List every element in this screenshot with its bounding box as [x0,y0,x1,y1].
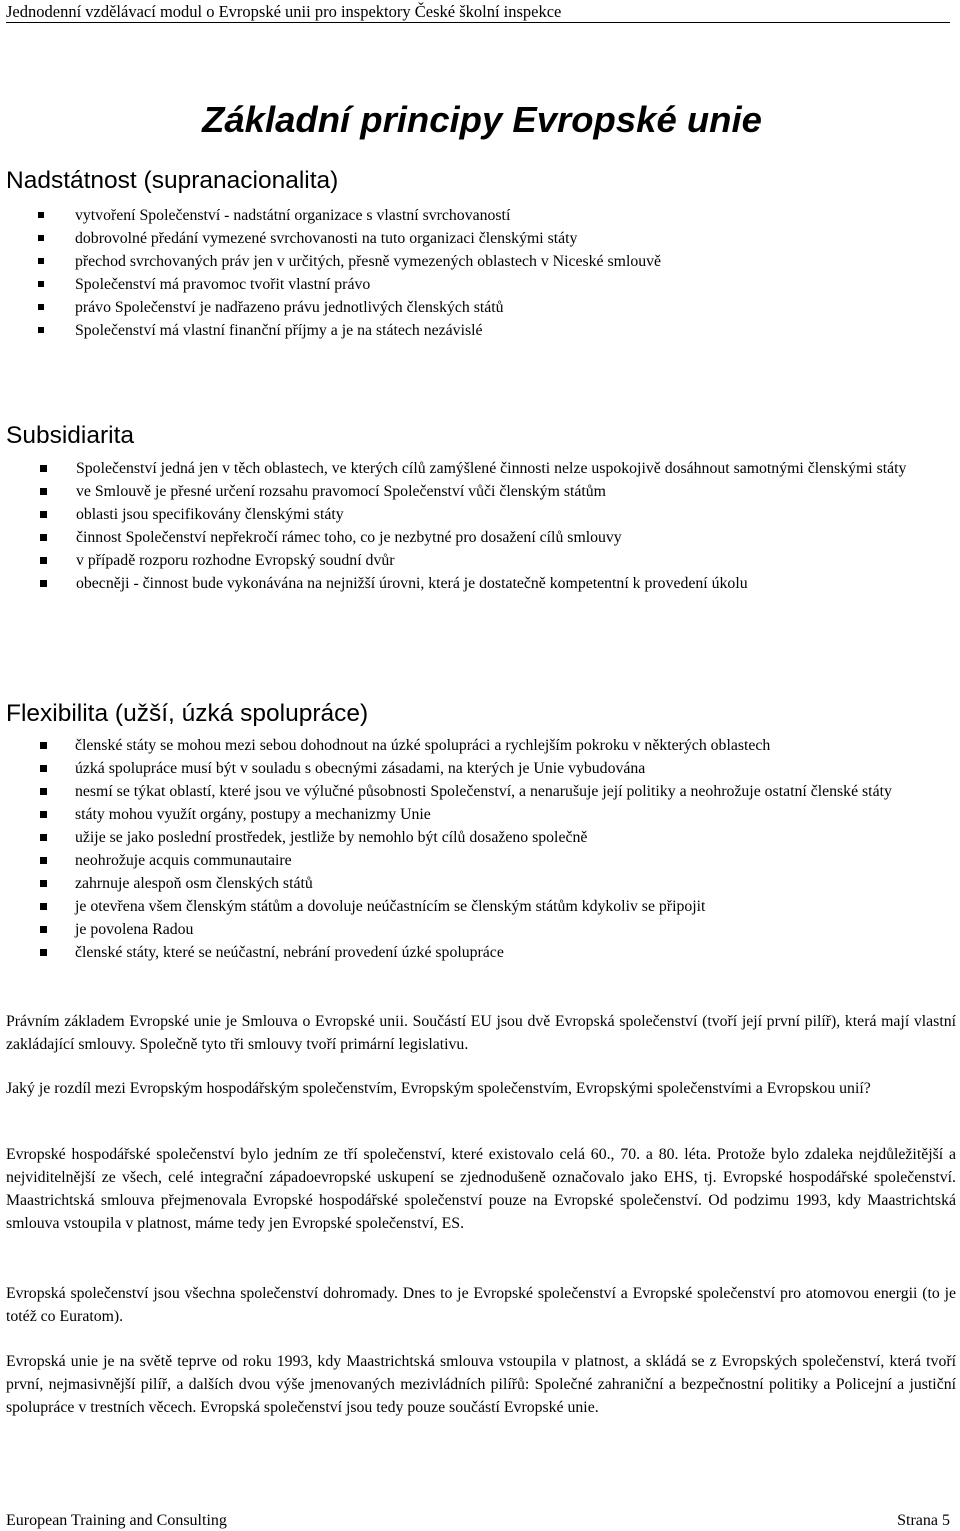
list-item: přechod svrchovaných práv jen v určitých, přesně vymezených oblastech v Niceské smlouvě [0,250,960,273]
paragraph-eu: Evropská unie je na světě teprve od roku 1993, kdy Maastrichtská smlouva vstoupila v platnost, a skládá se z Evropských společenství, která tvoří první, nejmasivnější pilíř, a dalších dvou výše jmenovaných mezivládních pilířů: Společné zahraniční a bezpečnostní politiky a Policejní a justiční spolupráce v trestních věcech. Evropská společenství jsou tedy pouze součástí Evropské unie. [6,1353,956,1416]
list-item: Společenství má pravomoc tvořit vlastní právo [0,273,960,296]
list-item: Společenství má vlastní finanční příjmy a je na státech nezávislé [0,319,960,342]
footer-company: European Training and Consulting [6,1512,227,1529]
page-title: Základní principy Evropské unie [202,99,762,140]
list-item: je otevřena všem členským státům a dovoluje neúčastnícím se členským státům kdykoliv se připojit [0,895,960,918]
list-item: oblasti jsou specifikovány členskými státy [0,503,960,526]
list-flexibilita [0,734,960,964]
footer-page-number: Strana 5 [897,1512,950,1529]
list-item: je povolena Radou [0,918,960,941]
header-rule [6,22,950,23]
paragraph-ehs: Evropské hospodářské společenství bylo jedním ze tří společenství, které existovalo celá 60., 70. a 80. léta. Protože bylo zdaleka nejdůležitější a nejviditelnější ze všech, celé integrační západoevropské uskupení se zjednodušeně označovalo jako EHS, tj. Evropské hospodářské společenství. Maastrichtská smlouva přejmenovala Evropské hospodářské společenství pouze na Evropské společenství. Od podzimu 1993, kdy Maastrichtská smlouva vstoupila v platnost, máme tedy jen Evropské společenství, ES. [6,1146,956,1232]
list-item: úzká spolupráce musí být v souladu s obecnými zásadami, na kterých je Unie vybudována [0,757,960,780]
paragraph-es: Evropská společenství jsou všechna společenství dohromady. Dnes to je Evropské společenství a Evropské společenství pro atomovou energii (to je totéž co Euratom). [6,1285,956,1325]
list-item: vytvoření Společenství - nadstátní organizace s vlastní svrchovaností [0,204,960,227]
list-item: členské státy, které se neúčastní, nebrání provedení úzké spolupráce [0,941,960,964]
list-subsidiarita [0,457,960,595]
list-item: právo Společenství je nadřazeno právu jednotlivých členských států [0,296,960,319]
section-heading-subsidiarita: Subsidiarita [6,422,135,449]
page-header: Jednodenní vzdělávací modul o Evropské unii pro inspektory České školní inspekce [6,2,562,21]
list-item: Společenství jedná jen v těch oblastech, ve kterých cílů zamýšlené činnosti nelze uspokojivě dosáhnout samotnými členskými státy [0,457,960,480]
list-item: neohrožuje acquis communautaire [0,849,960,872]
section-heading-nadstatnost: Nadstátnost (supranacionalita) [6,167,339,194]
list-item: zahrnuje alespoň osm členských států [0,872,960,895]
list-nadstatnost [0,204,960,342]
list-item: v případě rozporu rozhodne Evropský soudní dvůr [0,549,960,572]
list-item: obecněji - činnost bude vykonávána na nejnižší úrovni, která je dostatečně kompetentní k provedení úkolu [0,572,960,595]
list-item: dobrovolné předání vymezené svrchovanosti na tuto organizaci členskými státy [0,227,960,250]
list-item: činnost Společenství nepřekročí rámec toho, co je nezbytné pro dosažení cílů smlouvy [0,526,960,549]
list-item: ve Smlouvě je přesné určení rozsahu pravomocí Společenství vůči členským státům [0,480,960,503]
list-item: nesmí se týkat oblastí, které jsou ve výlučné působnosti Společenství, a nenarušuje její politiky a neohrožuje ostatní členské státy [0,780,960,803]
list-item: užije se jako poslední prostředek, jestliže by nemohlo být cílů dosaženo společně [0,826,960,849]
list-item: členské státy se mohou mezi sebou dohodnout na úzké spolupráci a rychlejším pokroku v některých oblastech [0,734,960,757]
paragraph-legal-basis: Právním základem Evropské unie je Smlouva o Evropské unii. Součástí EU jsou dvě Evropská společenství (tvoří její první pilíř), která mají vlastní zakládající smlouvy. Společně tyto tři smlouvy tvoří primární legislativu. [6,1013,956,1053]
section-heading-flexibilita: Flexibilita (užší, úzká spolupráce) [6,700,369,727]
paragraph-question: Jaký je rozdíl mezi Evropským hospodářským společenstvím, Evropským společenstvím, Evropskými společenstvími a Evropskou unií? [6,1080,871,1097]
list-item: státy mohou využít orgány, postupy a mechanizmy Unie [0,803,960,826]
